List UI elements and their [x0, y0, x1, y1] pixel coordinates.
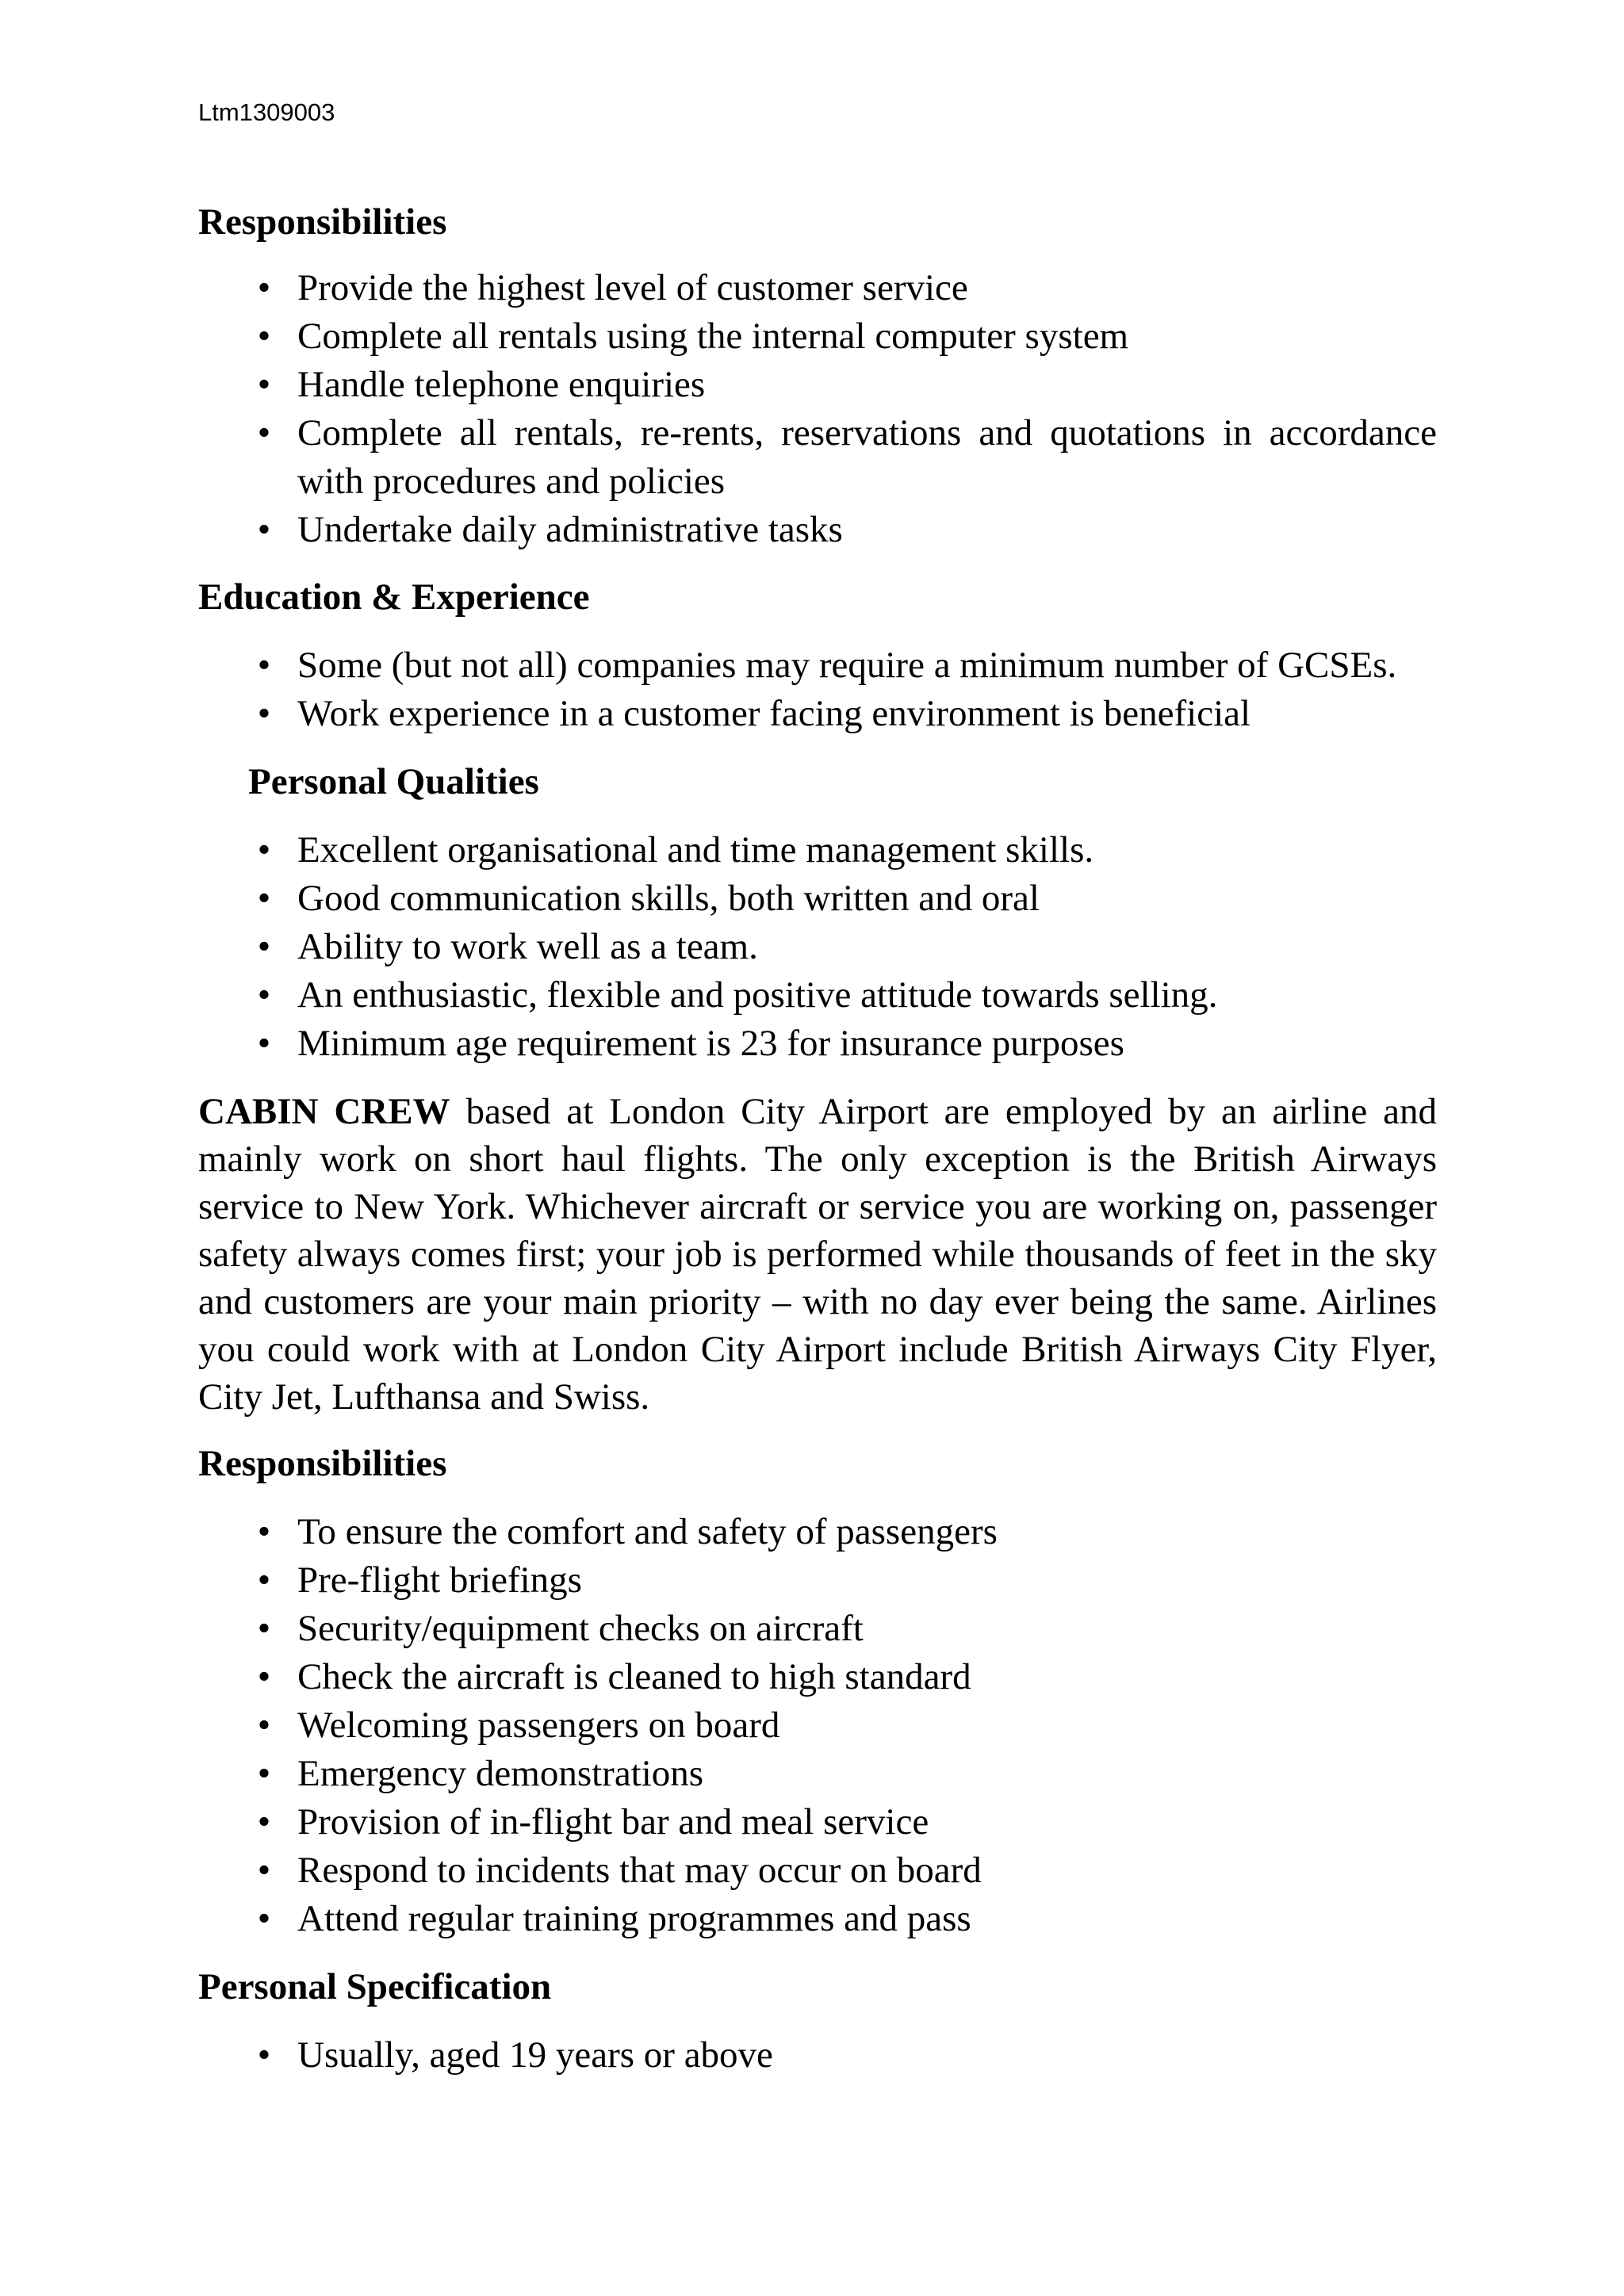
bullet-icon: • [257, 693, 271, 734]
list-item [198, 1701, 1437, 1750]
list-item-text: Complete all rentals, re-rents, reservations and quotations in accordance with procedures and policies [297, 412, 1437, 502]
list-item-text: Ability to work well as a team. [297, 926, 758, 967]
list-item-text: Emergency demonstrations [297, 1753, 704, 1794]
section-heading-personal-qualities: Personal Qualities [248, 761, 539, 802]
list-item-text: Pre-flight briefings [297, 1559, 582, 1601]
bullet-icon: • [257, 1559, 271, 1601]
list-item [198, 1653, 1437, 1701]
bullet-icon: • [257, 364, 271, 405]
education-experience-list [198, 641, 1437, 738]
bullet-icon: • [257, 926, 271, 967]
cabin-crew-lead: CABIN CREW [198, 1091, 450, 1132]
list-item [198, 409, 1437, 506]
list-item-text: Complete all rentals using the internal computer system [297, 316, 1129, 357]
list-item-text: Minimum age requirement is 23 for insurance purposes [297, 1023, 1124, 1064]
list-item-text: Good communication skills, both written and oral [297, 878, 1040, 919]
section-heading-personal-specification: Personal Specification [198, 1966, 552, 2007]
bullet-icon: • [257, 412, 271, 453]
list-item [198, 923, 1437, 971]
bullet-icon: • [257, 1511, 271, 1552]
bullet-icon: • [257, 878, 271, 919]
list-item [198, 2031, 1437, 2080]
bullet-icon: • [257, 829, 271, 871]
list-item-text: To ensure the comfort and safety of passengers [297, 1511, 998, 1552]
bullet-icon: • [257, 645, 271, 686]
bullet-icon: • [257, 267, 271, 308]
bullet-icon: • [257, 1801, 271, 1843]
list-item-text: Excellent organisational and time management skills. [297, 829, 1094, 871]
bullet-icon: • [257, 316, 271, 357]
list-item [198, 826, 1437, 874]
list-item [198, 1846, 1437, 1895]
section-heading-responsibilities: Responsibilities [198, 201, 447, 243]
list-item-text: Usually, aged 19 years or above [297, 2034, 773, 2076]
document-body [198, 198, 1437, 2080]
list-item [198, 506, 1437, 554]
list-item [198, 1798, 1437, 1846]
bullet-icon: • [257, 1753, 271, 1794]
bullet-icon: • [257, 2034, 271, 2076]
section-heading-cabin-responsibilities: Responsibilities [198, 1443, 447, 1484]
list-item [198, 971, 1437, 1020]
list-item-text: Provision of in-flight bar and meal service [297, 1801, 929, 1843]
cabin-crew-paragraph [198, 1088, 1437, 1421]
cabin-crew-text: based at London City Airport are employed by an airline and mainly work on short haul flights. The only exception is the British Airways service to New York. Whichever aircraft or service you are working on, passenger safety always comes first; your job is performed while thousands of feet in the sky and customers are your main priority – with no day ever being the same. Airlines you could work with at London City Airport include British Airways City Flyer, City Jet, Lufthansa and Swiss. [198, 1091, 1437, 1418]
list-item [198, 1750, 1437, 1798]
list-item [198, 312, 1437, 361]
list-item-text: Welcoming passengers on board [297, 1705, 780, 1746]
personal-specification-list [198, 2031, 1437, 2080]
list-item [198, 1556, 1437, 1605]
list-item [198, 361, 1437, 409]
list-item [198, 641, 1437, 690]
personal-qualities-list [198, 826, 1437, 1068]
list-item-text: Some (but not all) companies may require a minimum number of GCSEs. [297, 645, 1397, 686]
list-item [198, 1895, 1437, 1943]
list-item-text: Undertake daily administrative tasks [297, 509, 843, 550]
list-item-text: Check the aircraft is cleaned to high standard [297, 1656, 971, 1697]
bullet-icon: • [257, 1850, 271, 1891]
bullet-icon: • [257, 509, 271, 550]
list-item [198, 690, 1437, 738]
bullet-icon: • [257, 974, 271, 1016]
list-item-text: Handle telephone enquiries [297, 364, 706, 405]
responsibilities-list [198, 264, 1437, 554]
bullet-icon: • [257, 1656, 271, 1697]
list-item-text: Respond to incidents that may occur on board [297, 1850, 982, 1891]
list-item-text: An enthusiastic, flexible and positive attitude towards selling. [297, 974, 1218, 1016]
bullet-icon: • [257, 1023, 271, 1064]
document-reference: Ltm1309003 [198, 98, 335, 126]
list-item [198, 1605, 1437, 1653]
list-item [198, 874, 1437, 923]
section-heading-education-experience: Education & Experience [198, 576, 590, 618]
bullet-icon: • [257, 1898, 271, 1939]
list-item [198, 1508, 1437, 1556]
bullet-icon: • [257, 1608, 271, 1649]
list-item-text: Security/equipment checks on aircraft [297, 1608, 864, 1649]
list-item-text: Work experience in a customer facing environment is beneficial [297, 693, 1251, 734]
bullet-icon: • [257, 1705, 271, 1746]
cabin-responsibilities-list [198, 1508, 1437, 1943]
list-item-text: Provide the highest level of customer service [297, 267, 968, 308]
list-item [198, 264, 1437, 312]
list-item-text: Attend regular training programmes and pass [297, 1898, 971, 1939]
list-item [198, 1020, 1437, 1068]
